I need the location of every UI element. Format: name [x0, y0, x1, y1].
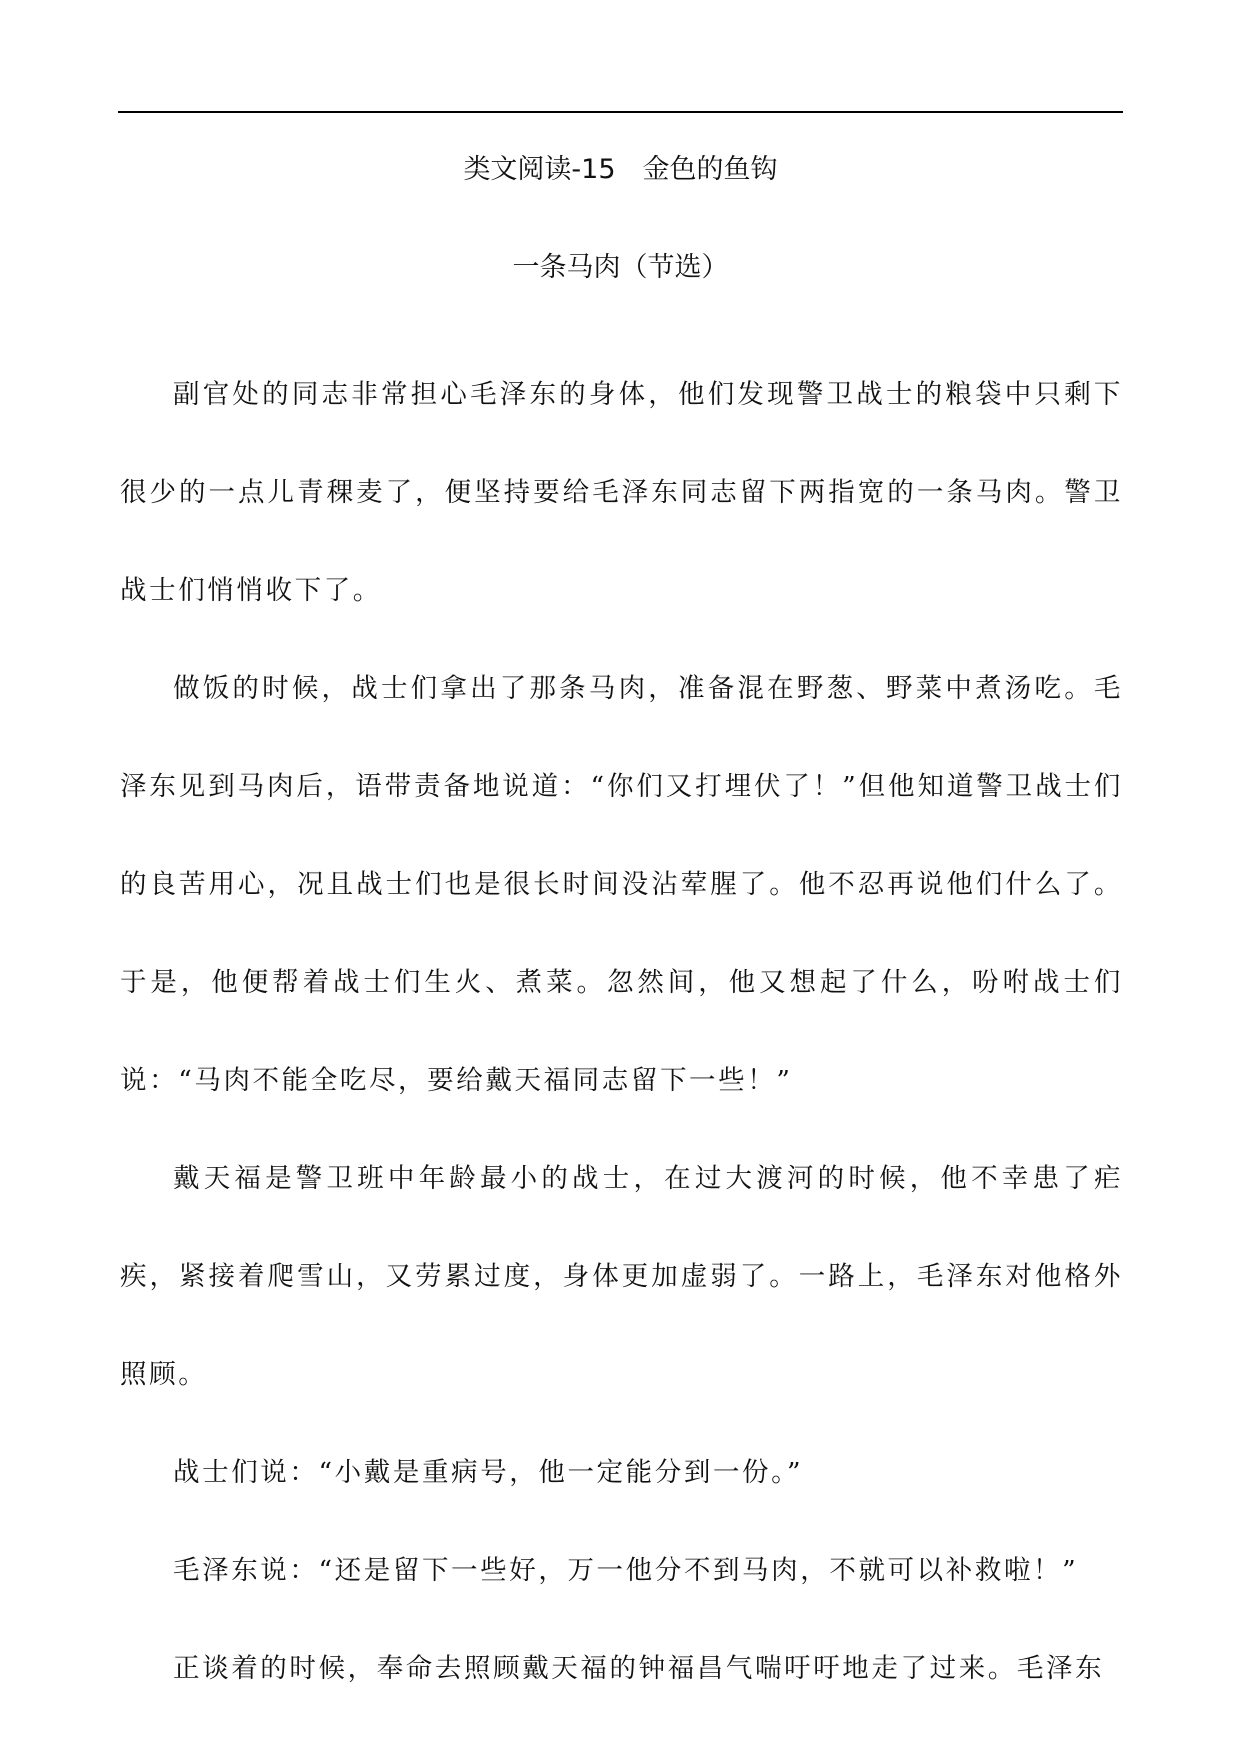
document-title: 类文阅读-15 金色的鱼钩 [463, 154, 778, 185]
paragraph-5: 毛泽东说：“还是留下一些好，万一他分不到马肉，不就可以补救啦！” [173, 1555, 1079, 1586]
header-rule [118, 111, 1123, 113]
paragraph-1: 副官处的同志非常担心毛泽东的身体，他们发现警卫战士的粮袋中只剩下很少的一点儿青稞麦了，便坚持要给毛泽东同志留下两指宽的一条马肉。警卫战士们悄悄收下了。 [120, 379, 1123, 606]
paragraph-2: 做饭的时候，战士们拿出了那条马肉，准备混在野葱、野菜中煮汤吃。毛泽东见到马肉后，语带责备地说道：“你们又打埋伏了！”但他知道警卫战士们的良苦用心，况且战士们也是很长时间没沾荤腥了。他不忍再说他们什么了。于是，他便帮着战士们生火、煮菜。忽然间，他又想起了什么，吩咐战士们说：“马肉不能全吃尽，要给戴天福同志留下一些！” [120, 673, 1123, 1096]
article-body [120, 346, 1123, 1718]
paragraph-3: 戴天福是警卫班中年龄最小的战士，在过大渡河的时候，他不幸患了疟疾，紧接着爬雪山，又劳累过度，身体更加虚弱了。一路上，毛泽东对他格外照顾。 [120, 1163, 1123, 1390]
paragraph-6: 正谈着的时候，奉命去照顾戴天福的钟福昌气喘吁吁地走了过来。毛泽东 [173, 1653, 1105, 1684]
paragraph-4: 战士们说：“小戴是重病号，他一定能分到一份。” [173, 1457, 804, 1488]
document-subtitle: 一条马肉（节选） [512, 252, 729, 283]
